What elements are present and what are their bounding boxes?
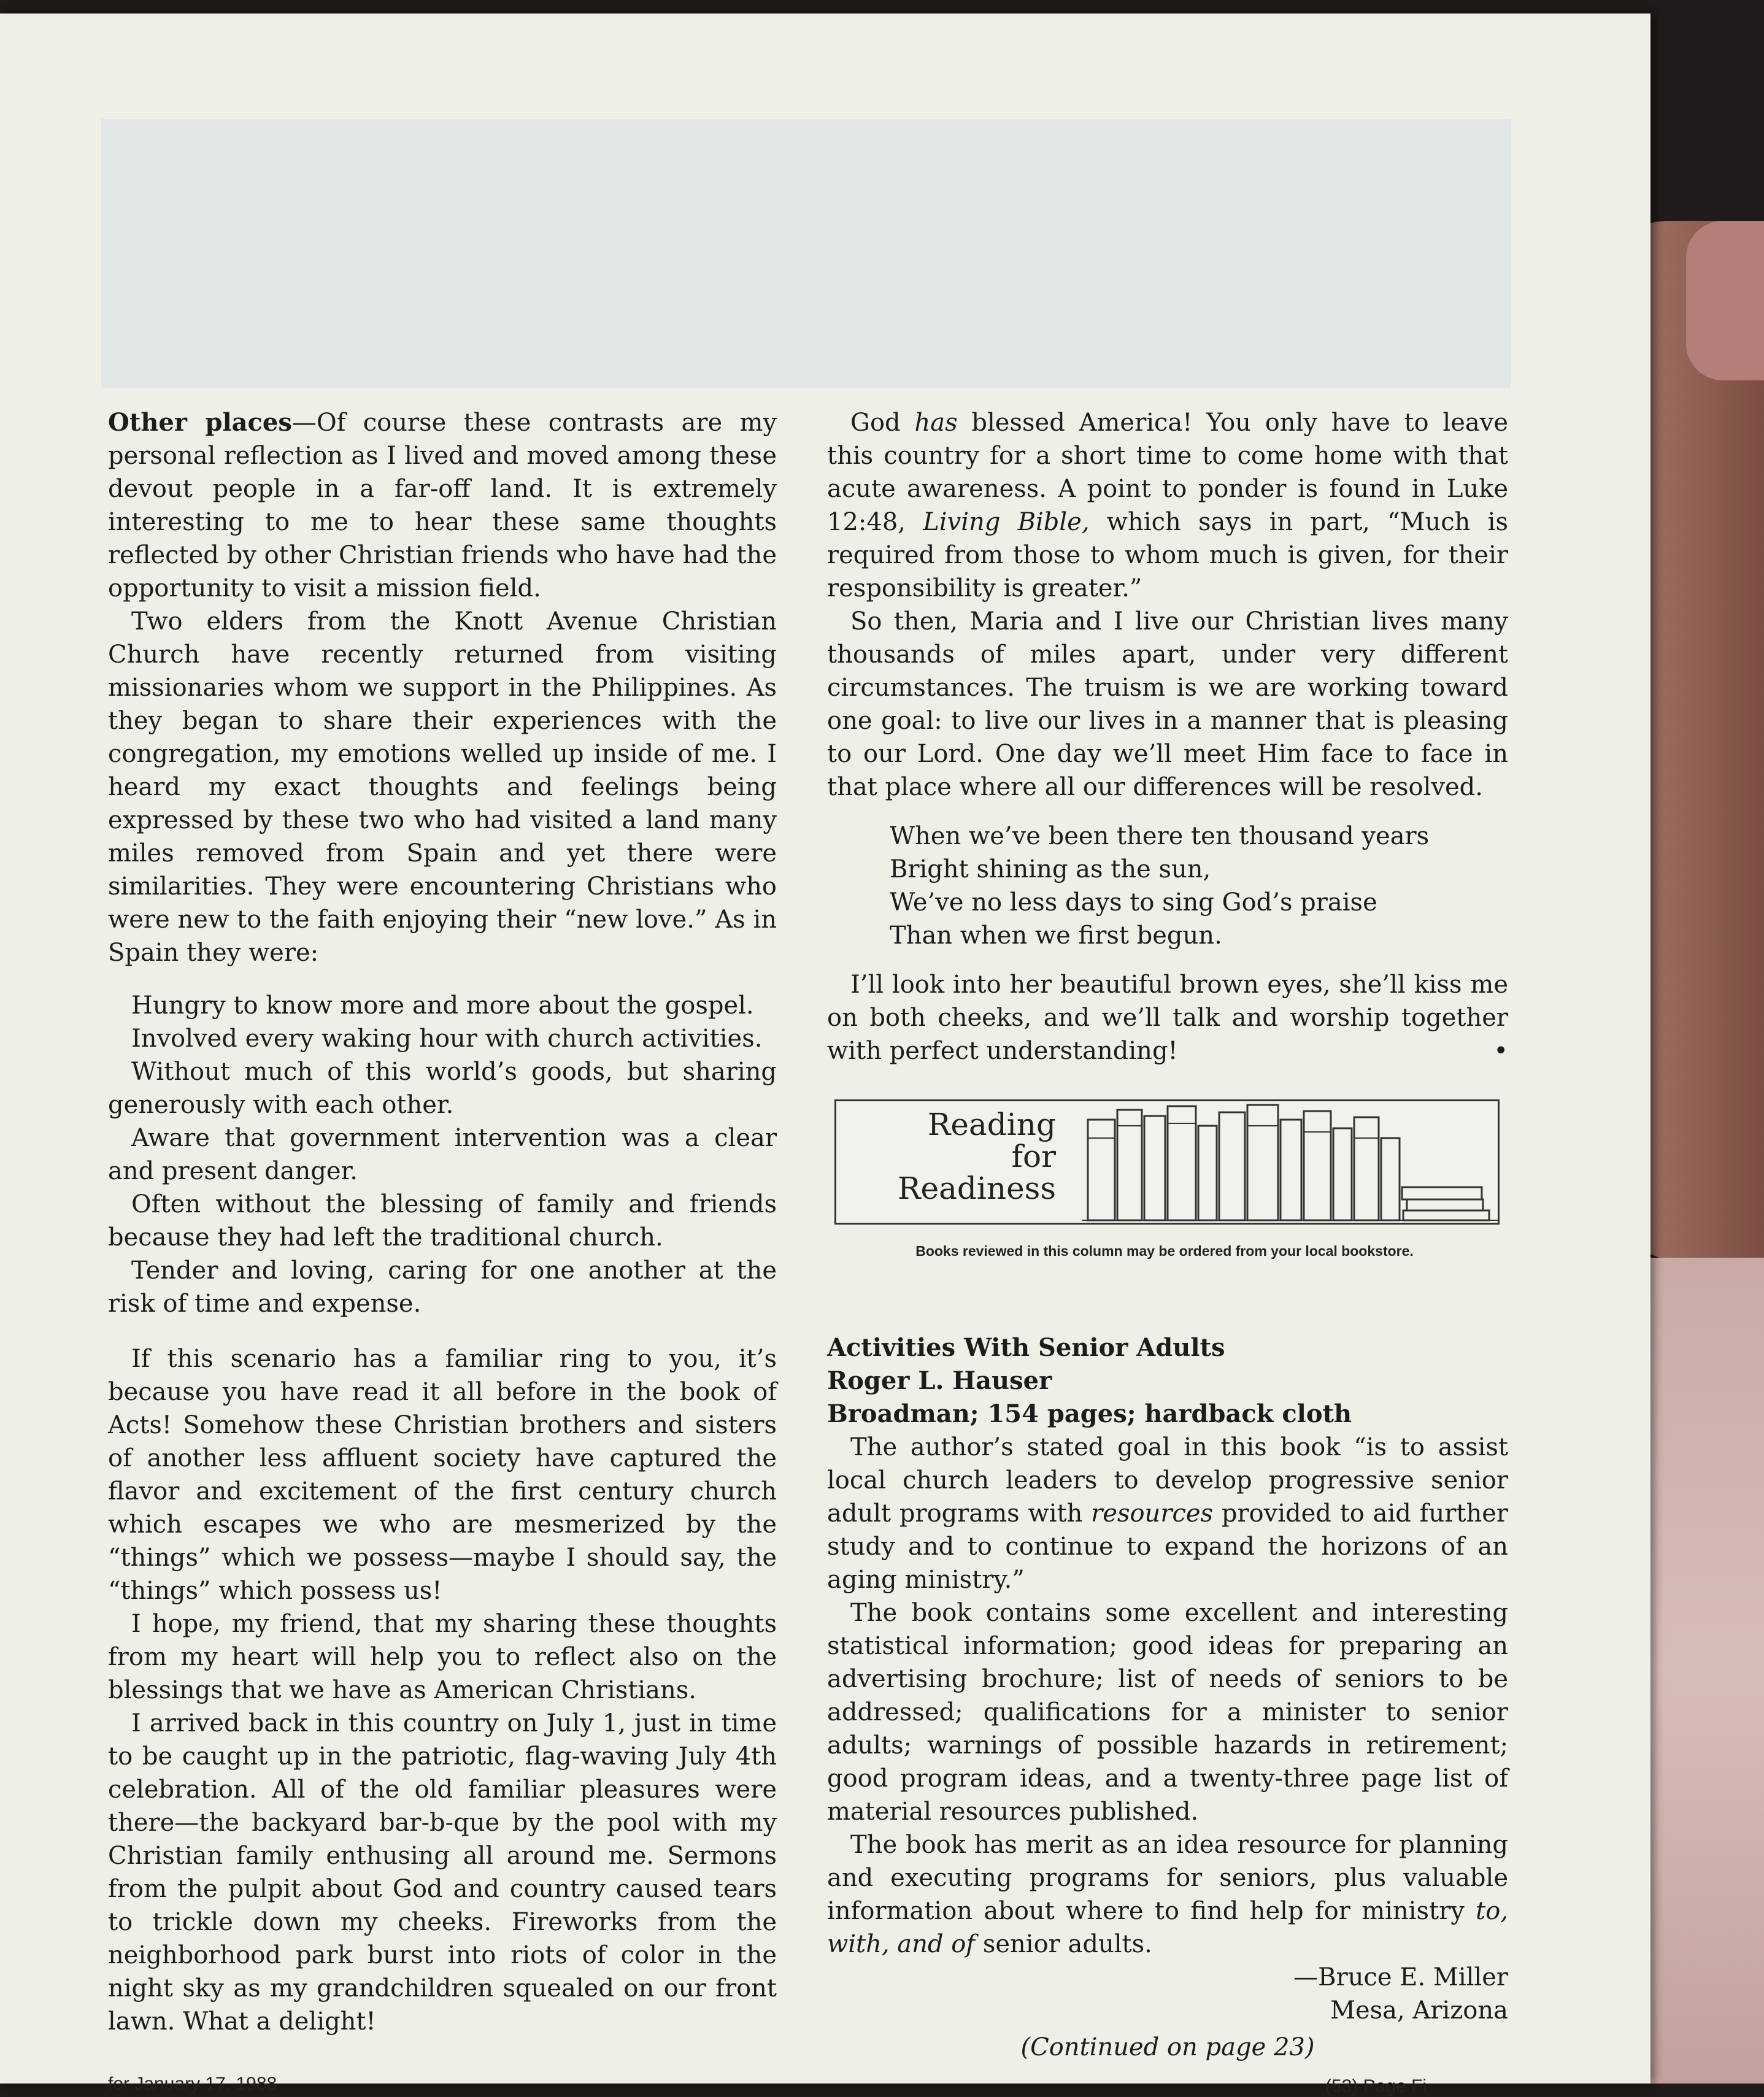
footer-page-number: (53) Page Fi xyxy=(1325,2076,1427,2096)
background-thumb xyxy=(1686,221,1764,380)
continued-note: (Continued on page 23) xyxy=(1020,2033,1315,2061)
paragraph-hope: I hope, my friend, that my sharing these thoughts from my heart will help you to reflect also on the blessings that we have as American Christians. xyxy=(108,1610,777,1704)
paragraph-blessed: God has blessed America! You only have to leave this country for a short time to come home with that acute awareness. A point to ponder is found in Luke 12:48, Living Bible, which says in part, “Much is required from those to whom much is given, for their responsibility is greater.” xyxy=(827,409,1508,602)
end-of-article-mark: • xyxy=(1493,1037,1508,1065)
reviewer-name: —Bruce E. Miller xyxy=(1293,1963,1508,1991)
reading-banner-section xyxy=(827,1099,1508,1268)
reviewer-location: Mesa, Arizona xyxy=(1330,1996,1508,2025)
review-paragraph: The author’s stated goal in this book “is to assist local church leaders to develop progressive senior adult programs with resources provided to aid further study and to continue to expand the horizons of an aging ministry.” xyxy=(827,1433,1508,1594)
list-item: Hungry to know more and more about the gospel. xyxy=(131,991,754,1020)
book-publisher: Broadman; 154 pages; hardback cloth xyxy=(827,1399,1352,1428)
hymn-verse xyxy=(890,820,1508,952)
right-column xyxy=(827,406,1508,2064)
left-column xyxy=(108,406,777,2038)
list-item: Without much of this world’s goods, but sharing generously with each other. xyxy=(108,1058,777,1119)
paragraph-elders: Two elders from the Knott Avenue Christian Church have recently returned from visiting missionaries whom we support in the Philippines. As they began to share their experiences with the congregation, my emotions welled up inside of me. I heard my exact thoughts and feelings being expressed by these two who had visited a land many miles removed from Spain and yet there were similarities. They were encountering Christians who were new to the faith enjoying their “new love.” As in Spain they were: xyxy=(108,607,777,967)
verse-line: Bright shining as the sun, xyxy=(890,855,1211,883)
list-item: Aware that government intervention was a clear and present danger. xyxy=(108,1124,777,1185)
list-item: Involved every waking hour with church activities. xyxy=(131,1025,763,1053)
photo-area xyxy=(101,119,1511,388)
book-title: Activities With Senior Adults xyxy=(827,1333,1225,1362)
verse-line: Than when we first begun. xyxy=(890,922,1222,950)
verse-line: We’ve no less days to sing God’s praise xyxy=(890,888,1377,917)
list-item: Tender and loving, caring for one another at the risk of time and expense. xyxy=(108,1256,777,1318)
banner-title: Reading for Readiness xyxy=(897,1107,1056,1206)
verse-line: When we’ve been there ten thousand years xyxy=(890,822,1430,850)
footer-date: for January 17, 1988 xyxy=(108,2074,277,2094)
paragraph-other-places: Other places—Of course these contrasts are my personal reflection as I lived and moved among these devout people in a far-off land. It is extremely interesting to me to hear these same thoughts reflected by other Christian friends who have had the opportunity to visit a mission field. xyxy=(108,408,777,602)
book-author: Roger L. Hauser xyxy=(827,1366,1052,1395)
section-lead: Other places xyxy=(108,408,292,437)
book-review-heading xyxy=(827,1331,1508,1431)
magazine-page xyxy=(0,13,1650,2096)
review-paragraph: The book has merit as an idea resource for planning and executing programs for seniors, plus valuable information about where to find help for ministry to, with, and of senior adults. xyxy=(827,1831,1508,1958)
bookshelf-illustration xyxy=(1082,1101,1498,1223)
reading-for-readiness-banner xyxy=(834,1099,1500,1225)
paragraph-maria: So then, Maria and I live our Christian lives many thousands of miles apart, under very different circumstances. The truism is we are working toward one goal: to live our lives in a manner that is pleasing to our Lord. One day we’ll meet Him face to face in that place where all our differences will be resolved. xyxy=(827,607,1508,801)
traits-list xyxy=(108,989,777,1320)
review-paragraph: The book contains some excellent and interesting statistical information; good ideas for preparing an advertising brochure; list of needs of seniors to be addressed; qualifications for a minister to senior adults; warnings of possible hazards in retirement; good program ideas, and a twenty-three page list of material resources published. xyxy=(827,1599,1508,1826)
banner-caption: Books reviewed in this column may be ordered from your local bookstore. xyxy=(915,1243,1414,1259)
paragraph-closing: I’ll look into her beautiful brown eyes, she’ll kiss me on both cheeks, and we’ll talk and worship together with perfect understanding! • xyxy=(827,968,1508,1068)
paragraph-scenario: If this scenario has a familiar ring to you, it’s because you have read it all before in the book of Acts! Somehow these Christian brothers and sisters of another less affluent society have captured the flavor and excitement of the first century church which escapes we who are mesmerized by the “things” which we possess—maybe I should say, the “things” which possess us! xyxy=(108,1345,777,1605)
paragraph-arrived: I arrived back in this country on July 1, just in time to be caught up in the patriotic, flag-waving July 4th celebration. All of the old familiar pleasures were there—the backyard bar-b-que by the pool with my Christian family enthusing all around me. Sermons from the pulpit about God and country caused tears to trickle down my cheeks. Fireworks from the neighborhood park burst into riots of color in the night sky as my grandchildren squealed on our front lawn. What a delight! xyxy=(108,1709,777,2036)
list-item: Often without the blessing of family and friends because they had left the traditional church. xyxy=(108,1190,777,1252)
